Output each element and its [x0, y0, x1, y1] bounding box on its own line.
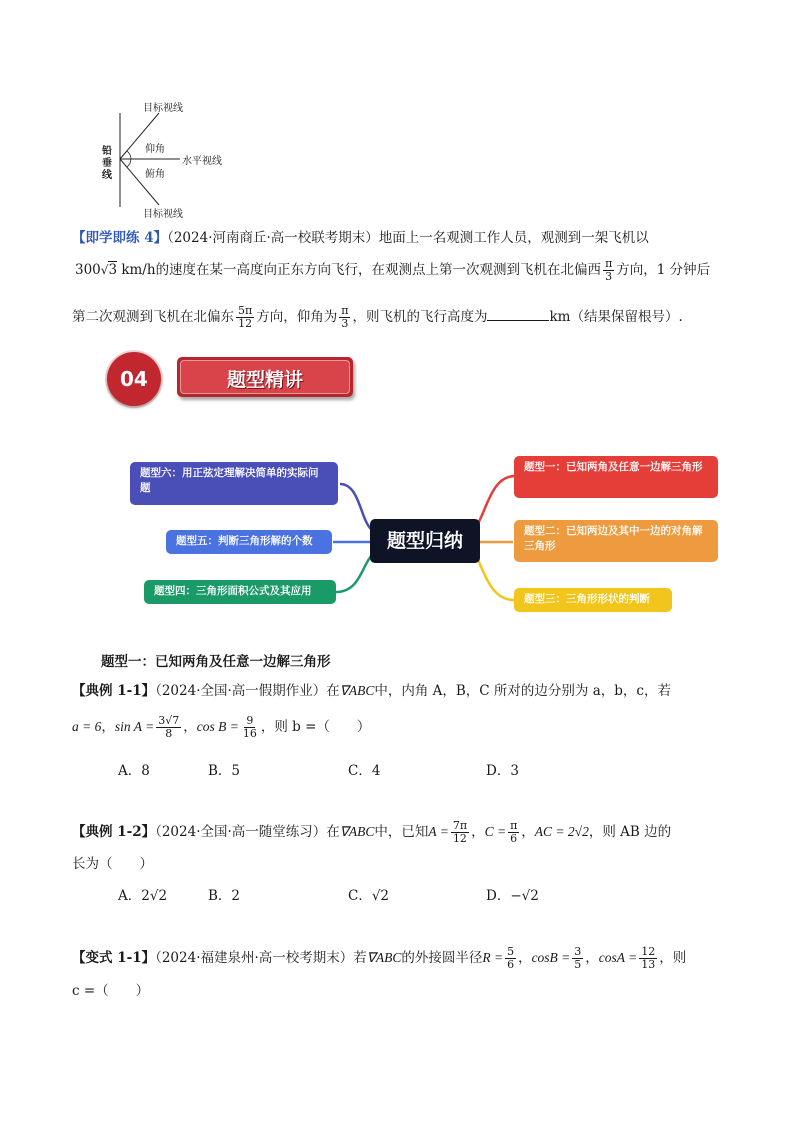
var11-ask: c =（ ）: [72, 983, 150, 999]
exercise4-text1: （2024·河南商丘·高一校联考期末）地面上一名观测工作人员，观测到一架飞机以: [167, 230, 649, 246]
ex11-line2: a = 6，sin A = $\frac{3√7}{8}$ ，cos B = $\frac{9}{16}$ ，则 b =（ ）: [72, 714, 371, 740]
diagram-bottom-label: 目标视线: [143, 209, 183, 220]
speed-radicand: 3: [108, 262, 118, 278]
ex11-tag: 【典例 1-1】: [72, 683, 156, 699]
ex12-A-frac: $\frac{7\pi}{12}$: [452, 819, 468, 845]
ex12-tag: 【典例 1-2】: [72, 824, 156, 840]
var11-line1: 【变式 1-1】（2024·福建泉州·高一校考期末）若∇ABC的外接圆半径R = $\frac{5}{6}$ ，cosB = $\frac{3}{5}$ ，cosA = $\frac{12}{13}$ ，则: [72, 945, 687, 971]
var11-triangle: ∇ABC: [366, 950, 402, 965]
exercise4-text3c: ，则飞机的飞行高度为: [352, 309, 488, 325]
ex11-sinA-frac: $\frac{3√7}{8}$: [158, 714, 180, 740]
mindmap-center: 题型归纳: [370, 519, 480, 563]
ex11-src: （2024·全国·高一假期作业）在: [155, 683, 340, 699]
exercise4-text3d: km（结果保留根号）.: [549, 309, 683, 325]
section-number: 04: [120, 367, 148, 391]
diagram-top-label: 目标视线: [143, 103, 183, 114]
ex12-C-frac: $\frac{\pi}{6}$: [510, 819, 518, 845]
speed-unit: km/h: [117, 262, 156, 278]
ex11-rest: 中，内角 A，B，C 所对的边分别为 a，b，c，若: [374, 683, 671, 699]
ex12-ask2: 长为（ ）: [72, 856, 153, 872]
exercise4-text3b: 方向，仰角为: [256, 309, 338, 325]
var11-src: （2024·福建泉州·高一校考期末）若: [155, 950, 367, 966]
ex11-option-d[interactable]: D．3: [486, 763, 519, 779]
var11-R-frac: $\frac{5}{6}$: [507, 945, 515, 971]
ex12-line1: 【典例 1-2】（2024·全国·高一随堂练习）在∇ABC中，已知A = $\frac{7\pi}{12}$ ，C = $\frac{\pi}{6}$ ，AC = 2√2，则 AB 边的: [72, 819, 672, 845]
ex12-option-c[interactable]: C．√2: [348, 888, 390, 904]
section-title: 题型精讲: [227, 369, 304, 391]
ex12-C-eq: C =: [484, 824, 507, 839]
exercise4-text2b: 方向，1 分钟后: [616, 262, 711, 278]
ex12-triangle: ∇ABC: [339, 824, 375, 839]
var11-cosB: cosB =: [531, 950, 571, 965]
var11-cosA-frac: $\frac{12}{13}$: [641, 945, 656, 971]
mindmap-topic-5: 题型五：判断三角形解的个数: [166, 530, 332, 554]
diagram-vertical-c2: 垂: [102, 158, 112, 169]
ex12-option-d[interactable]: D．−√2: [486, 888, 539, 904]
fraction-5pi-12: $\frac{5\pi}{12}$: [238, 304, 253, 330]
diagram-vertical-c3: 线: [102, 170, 112, 181]
ex12-A-eq: A =: [428, 824, 449, 839]
ex12-src: （2024·全国·高一随堂练习）在: [155, 824, 340, 840]
ex12-option-a[interactable]: A．2√2: [118, 888, 168, 904]
var11-R-eq: R =: [482, 950, 504, 965]
ex11-line1: [72, 682, 671, 700]
ex11-cosB-frac: $\frac{9}{16}$: [242, 714, 257, 740]
ex11-ask: ，则 b =（ ）: [260, 719, 371, 735]
fraction-pi-3: $\frac{\pi}{3}$: [605, 257, 613, 283]
exercise4-text2a: 的速度在某一高度向正东方向飞行，在观测点上第一次观测到飞机在北偏西: [155, 262, 602, 278]
exercise4-text3a: 第二次观测到飞机在北偏东: [72, 309, 234, 325]
ex11-option-a[interactable]: A．8: [118, 763, 150, 779]
diagram-up-angle: 仰角: [145, 144, 165, 155]
speed-coef: 300: [75, 262, 101, 278]
fraction-pi-3b: $\frac{\pi}{3}$: [341, 304, 349, 330]
ex11-triangle: ∇ABC: [339, 683, 375, 698]
ex12-AC: AC = 2√2: [534, 824, 589, 839]
ex11-cosB: cos B =: [196, 719, 239, 734]
ex12-option-b[interactable]: B．2: [208, 888, 241, 904]
exercise4-line2: 300√3 km/h的速度在某一高度向正东方向飞行，在观测点上第一次观测到飞机在北偏西 $\frac{\pi}{3}$ 方向，1 分钟后: [75, 257, 711, 283]
var11-cosA: cosA =: [598, 950, 638, 965]
var11-tag: 【变式 1-1】: [72, 950, 156, 966]
var11-cosB-frac: $\frac{3}{5}$: [574, 945, 582, 971]
ex12-mid: 中，已知: [374, 824, 429, 840]
mindmap-topic-3: 题型三：三角形形状的判断: [514, 588, 672, 612]
ex11-a-eq: a = 6: [72, 719, 102, 734]
exercise4-tag: 【即学即练 4】: [72, 230, 168, 246]
mindmap-topic-4: 题型四：三角形面积公式及其应用: [144, 580, 336, 604]
mindmap-topic-6: 题型六：用正弦定理解决简单的实际问题: [130, 462, 338, 505]
mindmap-topic-1: 题型一：已知两角及任意一边解三角形: [514, 456, 718, 498]
ex11-sinA: sin A =: [114, 719, 155, 734]
ex11-option-c[interactable]: C．4: [348, 763, 381, 779]
ex12-ask1: ，则 AB 边的: [588, 824, 672, 840]
diagram-horizontal: 水平视线: [182, 156, 222, 167]
var11-mid: 的外接圆半径: [401, 950, 483, 966]
diagram-down-angle: 俯角: [145, 169, 165, 180]
ex11-option-b[interactable]: B．5: [208, 763, 241, 779]
topic1-heading: 题型一：已知两角及任意一边解三角形: [101, 654, 331, 670]
mindmap-topic-2: 题型二：已知两边及其中一边的对角解三角形: [514, 520, 718, 562]
diagram-vertical-c1: 铅: [102, 146, 112, 157]
var11-then: ，则: [659, 950, 687, 966]
